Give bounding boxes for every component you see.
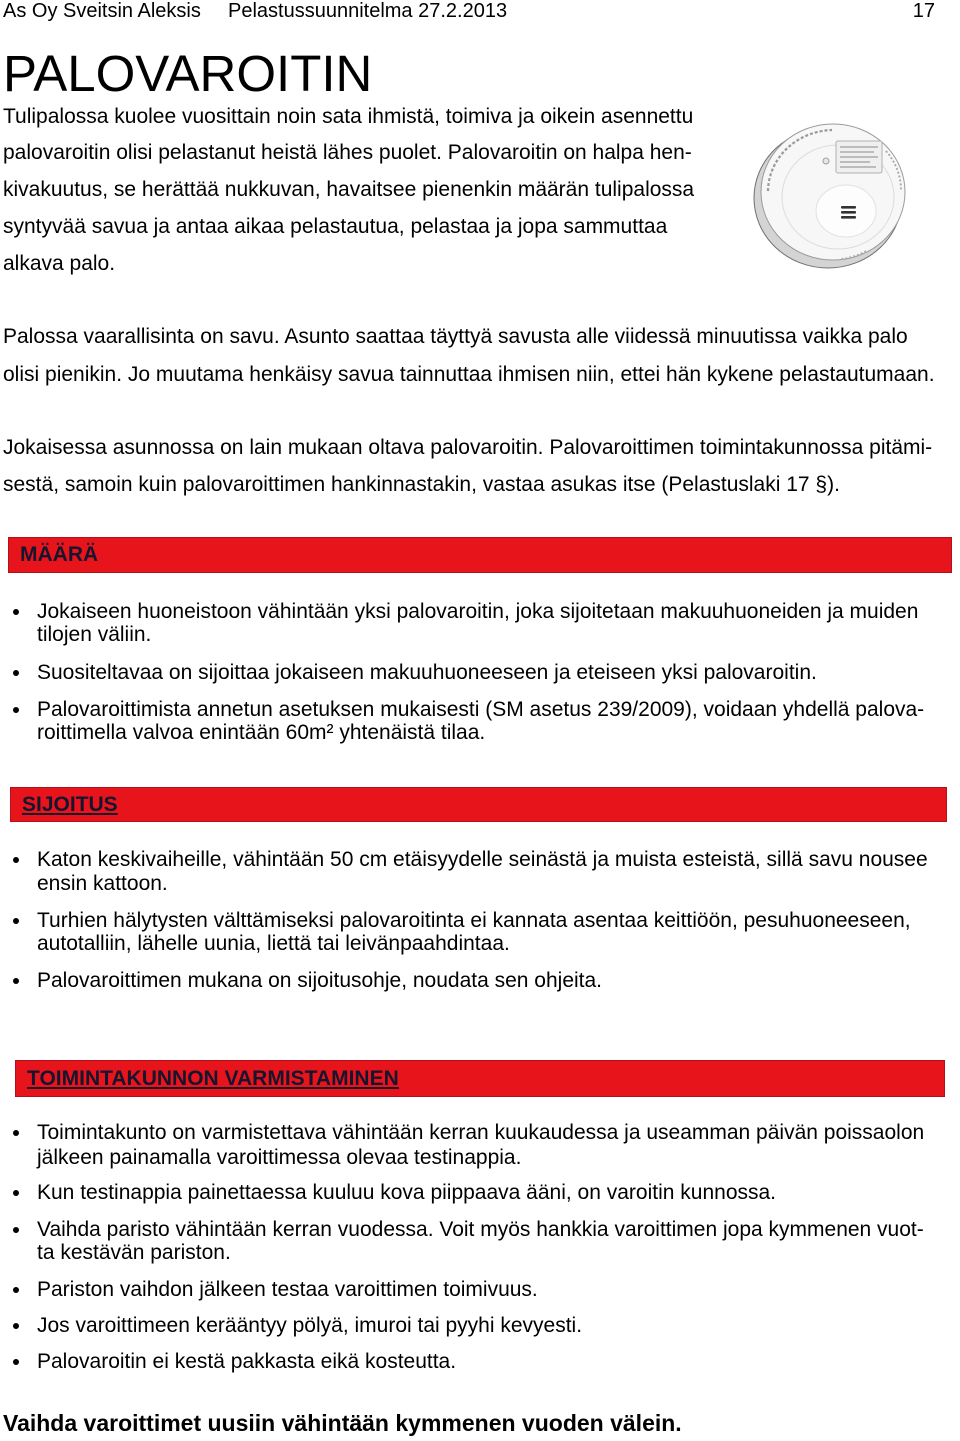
test-button <box>823 158 829 164</box>
list-item-line: Turhien hälytysten välttämiseksi palovaroitinta ei kannata asentaa keittiöön, pesuhuoneeseen, <box>37 909 911 932</box>
section-heading: MÄÄRÄ <box>20 543 99 566</box>
list-item-line: Vaihda paristo vähintään kerran vuodessa. Voit myös hankkia varoittimen jopa kymmenen vuot- <box>37 1218 924 1241</box>
page-number: 17 <box>912 0 935 22</box>
bullet-icon <box>13 1323 19 1329</box>
header-document-title: Pelastussuunnitelma 27.2.2013 <box>228 0 508 22</box>
closing-note: Vaihda varoittimet uusiin vähintään kymmenen vuoden välein. <box>3 1410 682 1436</box>
header-organization: As Oy Sveitsin Aleksis <box>3 0 201 22</box>
list-item-line: jälkeen painamalla varoittimessa olevaa testinappia. <box>37 1146 522 1169</box>
bullet-icon <box>13 1190 19 1196</box>
bullet-icon <box>13 1130 19 1136</box>
detector-vents <box>841 206 856 219</box>
smoke-detector-image <box>748 117 908 272</box>
list-item-line: Kun testinappia painettaessa kuuluu kova piippaava ääni, on varoitin kunnossa. <box>37 1181 777 1204</box>
bullet-icon <box>13 918 19 924</box>
bullet-icon <box>13 707 19 713</box>
paragraph-line: kivakuutus, se herättää nukkuvan, havaitsee pienenkin määrän tulipalossa <box>3 178 695 201</box>
paragraph-line: Jokaisessa asunnossa on lain mukaan oltava palovaroitin. Palovaroittimen toimintakunnossa pitämi- <box>3 436 933 459</box>
section-heading: SIJOITUS <box>22 793 118 816</box>
list-item-line: Palovaroittimista annetun asetuksen mukaisesti (SM asetus 239/2009), voidaan yhdellä palova- <box>37 698 925 721</box>
section-heading-bar <box>10 787 947 822</box>
bullet-icon <box>13 670 19 676</box>
list-item-line: tilojen väliin. <box>37 623 152 646</box>
paragraph-line: olisi pienikin. Jo muutama henkäisy savua tainnuttaa ihmisen niin, ettei hän kykene pelastautumaan. <box>3 363 935 386</box>
paragraph-line: sestä, samoin kuin palovaroittimen hankinnastakin, vastaa asukas itse (Pelastuslaki 17 §). <box>3 473 840 496</box>
list-item-line: Palovaroittimen mukana on sijoitusohje, noudata sen ohjeita. <box>37 969 603 992</box>
section-heading-bar <box>15 1060 945 1097</box>
paragraph-line: Tulipalossa kuolee vuosittain noin sata ihmistä, toimiva ja oikein asennettu <box>3 105 694 128</box>
paragraph-line: Palossa vaarallisinta on savu. Asunto saattaa täyttyä savusta alle viidessä minuutissa vaikka palo <box>3 325 908 348</box>
smoke-detector-icon <box>748 117 908 272</box>
bullet-icon <box>13 857 19 863</box>
section-heading-bar <box>8 537 952 573</box>
list-item-line: ta kestävän pariston. <box>37 1241 231 1264</box>
paragraph-line: palovaroitin olisi pelastanut heistä lähes puolet. Palovaroitin on halpa hen- <box>3 141 692 164</box>
paragraph-line: syntyvää savua ja antaa aikaa pelastautua, pelastaa ja jopa sammuttaa <box>3 215 668 238</box>
list-item-line: Suositeltavaa on sijoittaa jokaiseen makuuhuoneeseen ja eteiseen yksi palovaroitin. <box>37 661 817 684</box>
list-item-line: Jokaiseen huoneistoon vähintään yksi palovaroitin, joka sijoitetaan makuuhuoneiden ja muiden <box>37 600 919 623</box>
list-item-line: roittimella valvoa enintään 60m² yhtenäistä tilaa. <box>37 721 486 744</box>
bullet-icon <box>13 1359 19 1365</box>
list-item-line: ensin kattoon. <box>37 872 168 895</box>
list-item-line: Katon keskivaiheille, vähintään 50 cm etäisyydelle seinästä ja muista esteistä, sillä savu nousee <box>37 848 928 871</box>
list-item-line: Palovaroitin ei kestä pakkasta eikä kosteutta. <box>37 1350 457 1373</box>
list-item-line: Pariston vaihdon jälkeen testaa varoittimen toimivuus. <box>37 1278 538 1301</box>
list-item-line: Jos varoittimeen kerääntyy pölyä, imuroi tai pyyhi kevyesti. <box>37 1314 583 1337</box>
bullet-icon <box>13 978 19 984</box>
page-title: PALOVAROITIN <box>3 45 373 102</box>
paragraph-line: alkava palo. <box>3 252 116 275</box>
list-item-line: autotalliin, lähelle uunia, liettä tai leivänpaahdintaa. <box>37 932 510 955</box>
bullet-icon <box>13 609 19 615</box>
section-heading: TOIMINTAKUNNON VARMISTAMINEN <box>27 1067 399 1090</box>
bullet-icon <box>13 1227 19 1233</box>
list-item-line: Toimintakunto on varmistettava vähintään kerran kuukaudessa ja useamman päivän poissaolon <box>37 1121 925 1144</box>
bullet-icon <box>13 1287 19 1293</box>
